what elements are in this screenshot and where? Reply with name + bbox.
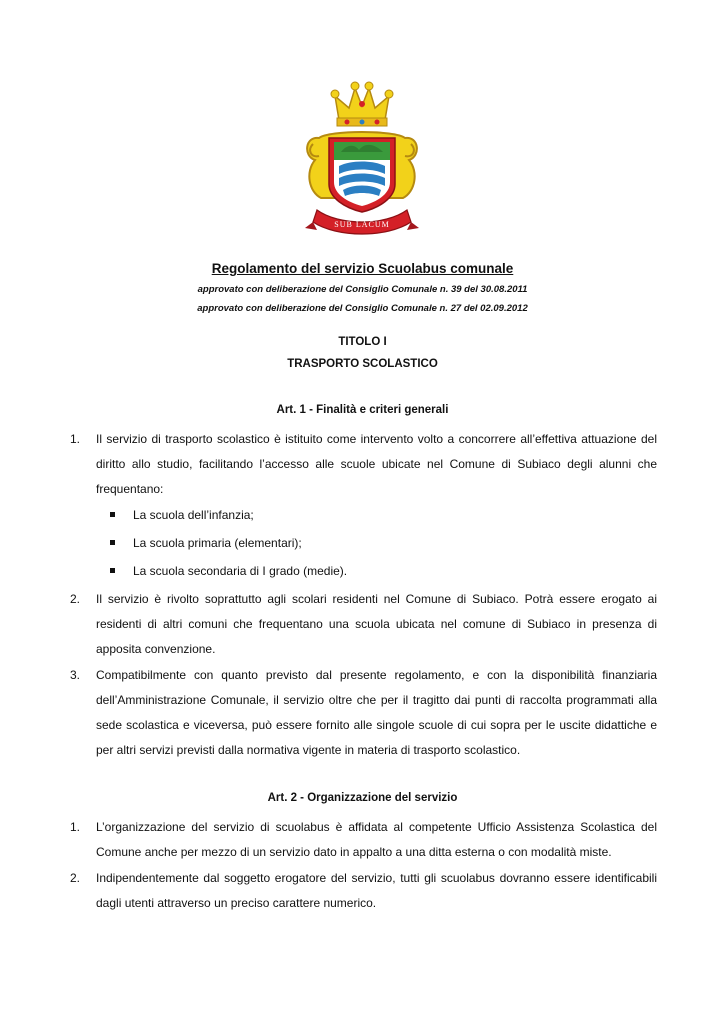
item-text: Il servizio è rivolto soprattutto agli scolari residenti nel Comune di Subiaco. Potrà essere erogato ai residenti di altri comuni che frequentano una scuola ubicata nel comune di Subiaco in presenza di apposita convenzione. <box>96 592 657 656</box>
item-text: Indipendentemente dal soggetto erogatore del servizio, tutti gli scuolabus dovranno essere identificabili dagli utenti attraverso un preciso carattere numerico. <box>96 871 657 910</box>
section-heading: TRASPORTO SCOLASTICO <box>287 358 438 370</box>
art2-heading: Art. 2 - Organizzazione del servizio <box>267 792 458 804</box>
bullet-item <box>110 531 302 556</box>
bullet-text: La scuola dell’infanzia; <box>133 508 254 522</box>
bullet-text: La scuola secondaria di I grado (medie). <box>133 564 348 578</box>
item-text: Il servizio di trasporto scolastico è istituito come intervento volto a concorrere all’effettiva attuazione del diritto allo studio, facilitando l’accesso alle scuole ubicate nel Comune di Subiaco degli alunni che frequentano: <box>96 432 657 496</box>
item-number: 2. <box>70 592 81 606</box>
art1-item-1 <box>70 427 657 502</box>
item-number: 1. <box>70 432 81 446</box>
item-number: 3. <box>70 668 81 682</box>
titolo-heading: TITOLO I <box>338 336 387 348</box>
municipal-crest-icon <box>299 80 425 240</box>
svg-text:SUB LACUM: SUB LACUM <box>334 220 390 229</box>
bullet-text: La scuola primaria (elementari); <box>133 536 302 550</box>
art1-heading: Art. 1 - Finalità e criteri generali <box>276 404 449 416</box>
item-text: L’organizzazione del servizio di scuolabus è affidata al competente Ufficio Assistenza Scolastica del Comune anche per mezzo di un servizio dato in appalto a una ditta esterna o con modalità miste. <box>96 820 657 859</box>
document-title: Regolamento del servizio Scuolabus comunale <box>211 261 514 276</box>
approval-note-1: approvato con deliberazione del Consiglio Comunale n. 39 del 30.08.2011 <box>197 284 528 295</box>
item-number: 1. <box>70 820 81 834</box>
square-bullet-icon <box>110 540 115 545</box>
art2-item-1 <box>70 815 657 865</box>
item-text: Compatibilmente con quanto previsto dal presente regolamento, e con la disponibilità finanziaria dell’Amministrazione Comunale, il servizio oltre che per il tragitto dai punti di raccolta programmati alla sede scolastica e viceversa, può essere fornito alle singole scuole di cui sopra per le uscite didattiche e per altri servizi previsti dalla normativa vigente in materia di trasporto scolastico. <box>96 668 657 757</box>
approval-note-2: approvato con deliberazione del Consiglio Comunale n. 27 del 02.09.2012 <box>197 303 528 314</box>
bullet-item <box>110 503 254 528</box>
art2-item-2 <box>70 866 657 916</box>
bullet-item <box>110 559 347 584</box>
art1-item-3 <box>70 663 657 763</box>
art1-item-2 <box>70 587 657 662</box>
square-bullet-icon <box>110 512 115 517</box>
square-bullet-icon <box>110 568 115 573</box>
crown-icon <box>331 82 393 126</box>
item-number: 2. <box>70 871 81 885</box>
